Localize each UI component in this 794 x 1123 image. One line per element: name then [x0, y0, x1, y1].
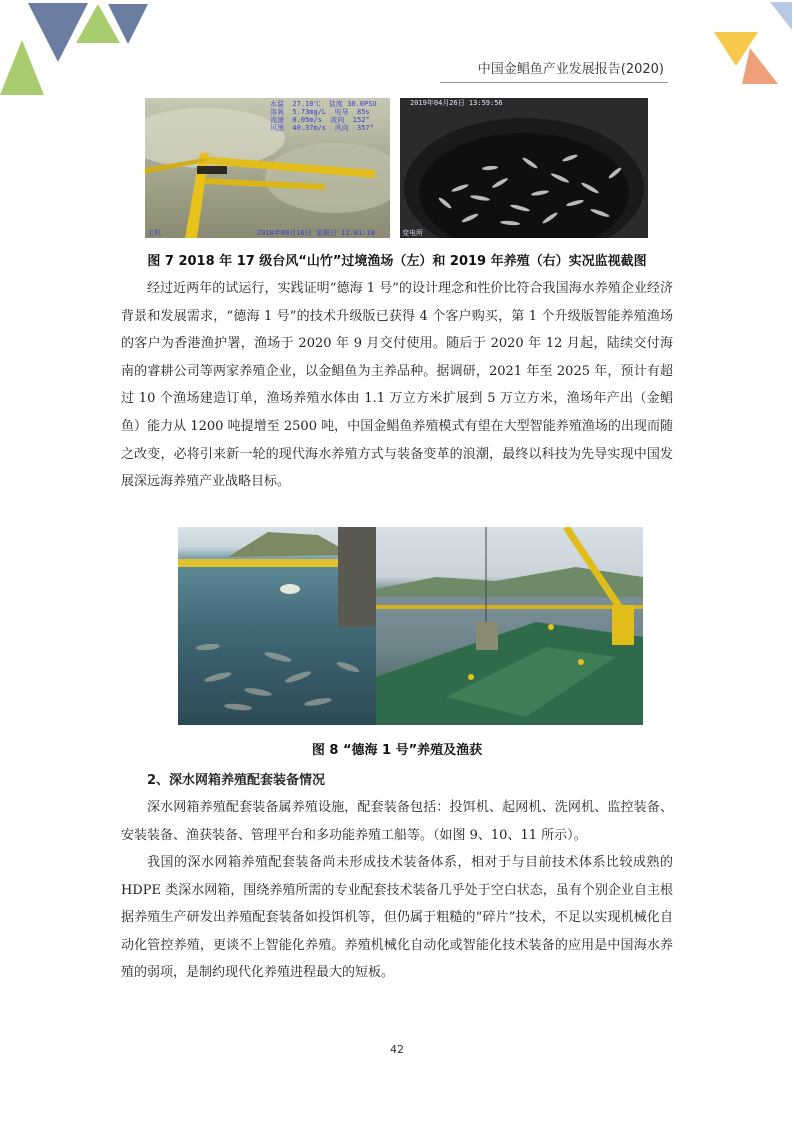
- sensor-readout: [270, 100, 377, 132]
- readout-line: 水温 27.10℃ 盐度 30.0PSU: [270, 100, 377, 108]
- harvest-vessel-photo: [376, 527, 643, 725]
- camera-label: 主机: [147, 229, 161, 237]
- section-heading: 2、深水网箱养殖配套装备情况: [147, 773, 326, 788]
- readout-line: 风速 40.37m/s 风向 357°: [270, 124, 374, 132]
- corner-decoration-left: [0, 0, 200, 110]
- fish-scene-graphic: [400, 98, 648, 238]
- fish-timestamp: 2019年04月26日 13:59:56: [410, 99, 503, 107]
- figure-7-caption: 图 7 2018 年 17 级台风“山竹”过境渔场（左）和 2019 年养殖（右）实况监视截图: [147, 254, 647, 269]
- report-header-title: 中国金鲳鱼产业发展报告(2020): [477, 62, 664, 77]
- corner-decoration-right: [714, 0, 794, 90]
- camera-label: 变电所: [402, 229, 423, 237]
- harvest-scene-graphic: [376, 527, 643, 725]
- body-paragraph: 我国的深水网箱养殖配套装备尚未形成技术装备体系，相对于与目前技术体系比较成熟的 HDPE 类深水网箱，围绕养殖所需的专业配套技术装备几乎处于空白状态，虽有个别企业自主根据养殖生产研发出养殖配套装备如投饵机等，但仍属于粗糙的“碎片”技术，不足以实现机械化自动化管控养殖，更谈不上智能化养殖。养殖机械化自动化或智能化技术装备的应用是中国海水养殖的弱项，是制约现代化养殖进程最大的短板。: [121, 855, 673, 981]
- figure-8-caption: 图 8 “德海 1 号”养殖及渔获: [311, 743, 483, 758]
- body-paragraph: 深水网箱养殖配套装备属养殖设施，配套装备包括：投饵机、起网机、洗网机、监控装备、安装装备、渔获装备、管理平台和多功能养殖工船等。（如图 9、10、11 所示）。: [121, 800, 673, 843]
- readout-line: 流速 0.05m/s 流向 152°: [270, 116, 370, 124]
- readout-line: 溶氧 5.73mg/L 电导 85s: [270, 108, 370, 116]
- fish-cage-monitoring-image: [400, 98, 648, 238]
- net-pen-photo: [178, 527, 376, 725]
- header-divider: [440, 82, 668, 83]
- typhoon-timestamp: 2018年09月16日 星期日 12:01:10: [257, 229, 375, 237]
- body-paragraph: 经过近两年的试运行，实践证明“德海 1 号”的设计理念和性价比符合我国海水养殖企业经济背景和发展需求，“德海 1 号”的技术升级版已获得 4 个客户购买，第 1 个升级版智能养殖渔场的客户为香港渔护署，渔场于 2020 年 9 月交付使用。随后于 2020 年 12 月起，陆续交付海南的睿耕公司等两家养殖企业，以金鲳鱼为主养品种。据调研，2021 年至 2025 年，预计有超过 10 个渔场建造订单，渔场养殖水体由 1.1 万立方米扩展到 5 万立方米，渔场年产出（金鲳鱼）能力从 1200 吨提增至 2500 吨，中国金鲳鱼养殖模式有望在大型智能养殖渔场的出现而随之改变，必将引来新一轮的现代海水养殖方式与装备变革的浪潮，最终以科技为先导实现中国发展深远海养殖产业战略目标。: [121, 281, 673, 490]
- typhoon-monitoring-image: [145, 98, 390, 238]
- net-pen-graphic: [178, 527, 376, 725]
- page-number: 42: [390, 1043, 404, 1056]
